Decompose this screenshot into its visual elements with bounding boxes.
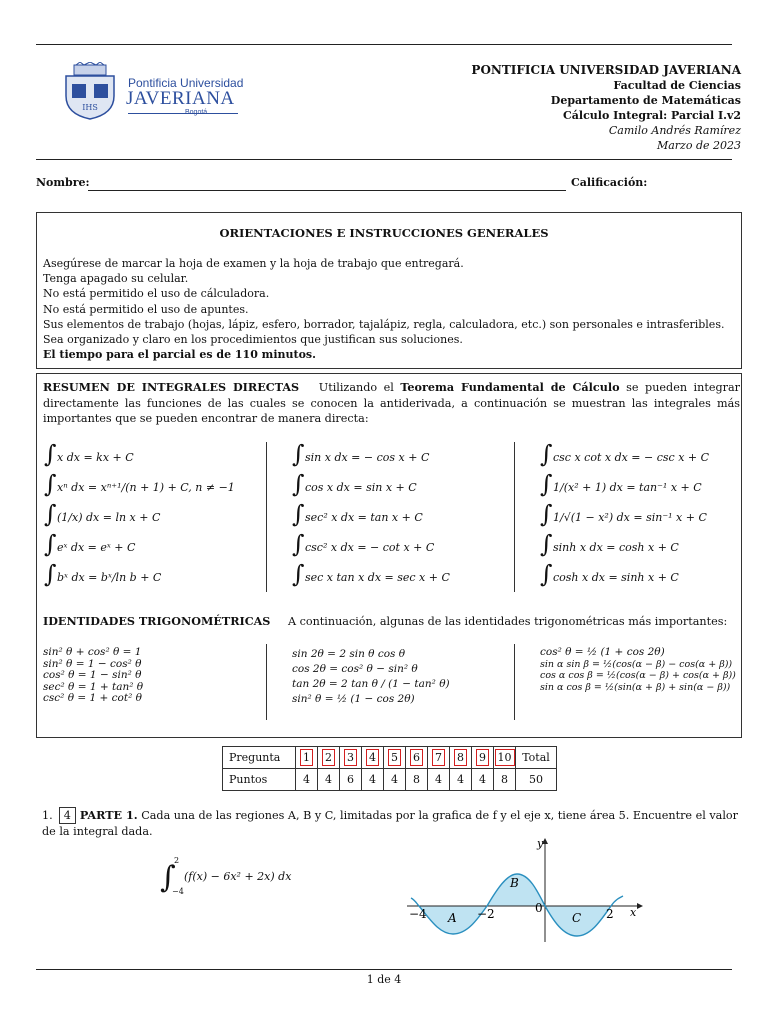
integral-formula: xⁿ dx = xⁿ⁺¹/(n + 1) + C, n ≠ −1: [57, 481, 235, 494]
x-axis-label: x: [630, 906, 637, 919]
question-number[interactable]: 6: [410, 749, 423, 766]
time-note: El tiempo para el parcial es de 110 minutos.: [43, 348, 316, 362]
question-number[interactable]: 8: [454, 749, 467, 766]
tick-label-minus2: −2: [477, 907, 495, 921]
logo-underline: [128, 113, 238, 114]
question-number[interactable]: 4: [366, 749, 379, 766]
question-number[interactable]: 5: [388, 749, 401, 766]
identity: sin² θ = 1 − cos² θ: [43, 657, 142, 670]
question-part: PARTE 1.: [79, 808, 138, 822]
summary-theorem: Teorema Fundamental de Cálculo: [400, 380, 620, 394]
integrals-col2: ∫ sin x dx = − cos x + C ∫ cos x dx = sin x + C ∫ sec² x dx = tan x + C ∫ csc² x dx = − cot x + C ∫ sec x tan x dx = sec x + C: [292, 440, 450, 588]
integral-formula: sec² x dx = tan x + C: [305, 511, 423, 524]
course-name: Cálculo Integral: Parcial I.v2: [563, 109, 741, 122]
question-number[interactable]: 10: [495, 749, 515, 766]
total-value: 50: [516, 769, 557, 791]
x-axis-arrow-icon: [637, 903, 643, 909]
tick-label-zero: 0: [535, 901, 543, 915]
integral-expression: (f(x) − 6x² + 2x) dx: [184, 870, 292, 883]
integral-formula: eˣ dx = eˣ + C: [57, 541, 136, 554]
faculty-name: Facultad de Ciencias: [613, 79, 741, 92]
integral-formula: sinh x dx = cosh x + C: [553, 541, 679, 554]
summary-text-b: se pueden integrar directamente las funciones de las cuales se conocen la antiderivada, a continuación se muestran las integrales más importantes que se pueden encontrar de manera directa:: [43, 381, 740, 425]
question-text: Cada una de las regiones A, B y C, limitadas por la grafica de f y el eje x, tiene área 5. Encuentre el valor de la integral dada.: [42, 809, 739, 838]
instruction-line: Sea organizado y claro en los procedimientos que justifican sus soluciones.: [43, 333, 463, 347]
region-label-a: A: [448, 911, 457, 925]
name-label: Nombre:: [36, 176, 90, 189]
identity: sec² θ = 1 + tan² θ: [43, 680, 144, 693]
name-field[interactable]: [88, 190, 566, 191]
integral-formula: csc² x dx = − cot x + C: [305, 541, 435, 554]
identity: sin α sin β = ½(cos(α − β) − cos(α + β)): [540, 658, 733, 670]
instruction-line: No está permitido el uso de apuntes.: [43, 302, 249, 316]
summary-title: RESUMEN DE INTEGRALES DIRECTAS: [43, 380, 300, 394]
identities-col2: [292, 647, 450, 707]
instruction-line: Tenga apagado su celular.: [43, 272, 189, 286]
points-cell: 4: [428, 769, 450, 791]
column-separator: [514, 644, 515, 720]
identity: csc² θ = 1 + cot² θ: [43, 692, 142, 705]
question-number[interactable]: 9: [476, 749, 489, 766]
header-rule: [36, 159, 732, 160]
points-cell: 4: [472, 769, 494, 791]
integral-formula: cos x dx = sin x + C: [305, 481, 417, 494]
identity: sin² θ + cos² θ = 1: [43, 646, 142, 658]
table-row: [223, 747, 557, 769]
question-number-label: 1.: [42, 809, 53, 822]
integrals-col1: ∫ x dx = kx + C ∫ xⁿ dx = xⁿ⁺¹/(n + 1) + C, n ≠ −1 ∫ (1/x) dx = ln x + C ∫ eˣ dx = eˣ + C ∫ bˣ dx = bˣ/ln b + C: [44, 440, 235, 588]
summary-intro: [43, 380, 740, 427]
question-number[interactable]: 3: [344, 749, 357, 766]
tick-label-2: 2: [606, 907, 614, 921]
points-row-label: Puntos: [223, 769, 296, 791]
points-cell: 8: [406, 769, 428, 791]
integral-formula: (1/x) dx = ln x + C: [57, 511, 161, 524]
tick-label-minus4: −4: [409, 907, 427, 921]
integral-formula: sin x dx = − cos x + C: [305, 451, 430, 464]
footer-rule: [36, 969, 732, 970]
identities-title: IDENTIDADES TRIGONOMÉTRICAS: [43, 614, 271, 628]
column-separator: [266, 442, 267, 592]
column-separator: [514, 442, 515, 592]
total-label: Total: [516, 747, 557, 769]
points-cell: 4: [318, 769, 340, 791]
integral-formula: x dx = kx + C: [57, 451, 134, 464]
question-row-label: Pregunta: [223, 747, 296, 769]
instructions-title: ORIENTACIONES E INSTRUCCIONES GENERALES: [219, 226, 549, 240]
y-axis-label: y: [537, 837, 544, 850]
function-graph: [405, 834, 645, 944]
integral-lower-limit: −4: [172, 887, 184, 896]
score-table: [222, 746, 557, 791]
points-cell: 4: [450, 769, 472, 791]
author-name: Camilo Andrés Ramírez: [608, 124, 741, 137]
question-number[interactable]: 1: [300, 749, 313, 766]
summary-text-a: Utilizando el: [318, 381, 394, 394]
university-name: PONTIFICIA UNIVERSIDAD JAVERIANA: [471, 63, 741, 77]
identity: tan 2θ = 2 tan θ / (1 − tan² θ): [292, 678, 450, 690]
question-number[interactable]: 7: [432, 749, 445, 766]
department-name: Departamento de Matemáticas: [550, 94, 741, 107]
instructions-list: [43, 256, 733, 362]
identity: cos² θ = 1 − sin² θ: [43, 669, 142, 682]
header-info: [471, 63, 741, 153]
crest-icon: [60, 62, 120, 120]
points-cell: 6: [340, 769, 362, 791]
identity: cos² θ = ½ (1 + cos 2θ): [540, 646, 665, 658]
identity: sin² θ = ½ (1 − cos 2θ): [292, 693, 415, 705]
points-cell: 4: [362, 769, 384, 791]
svg-text:IHS: IHS: [82, 103, 98, 112]
question-number[interactable]: 2: [322, 749, 335, 766]
points-cell: 4: [296, 769, 318, 791]
logo-line2: JAVERIANA: [126, 88, 235, 109]
integral-formula: bˣ dx = bˣ/ln b + C: [57, 571, 162, 584]
column-separator: [266, 644, 267, 720]
page-number: 1 de 4: [366, 973, 402, 986]
university-logo: [60, 62, 245, 122]
grade-label: Calificación:: [571, 176, 648, 189]
exam-date: Marzo de 2023: [656, 139, 741, 152]
integral-formula: sec x tan x dx = sec x + C: [305, 571, 450, 584]
points-cell: 8: [494, 769, 516, 791]
instruction-line: Asegúrese de marcar la hoja de examen y la hoja de trabajo que entregará.: [43, 257, 464, 270]
identity: sin α cos β = ½(sin(α + β) + sin(α − β)): [540, 681, 731, 693]
identity: sin 2θ = 2 sin θ cos θ: [292, 648, 406, 660]
region-label-c: C: [572, 911, 582, 925]
identity: cos α cos β = ½(cos(α − β) + cos(α + β)): [540, 670, 736, 681]
identities-intro: A continuación, algunas de las identidades trigonométricas más importantes:: [287, 615, 728, 628]
identities-col3: [540, 647, 736, 693]
points-cell: 4: [384, 769, 406, 791]
question-points-box: 4: [59, 807, 76, 824]
integral-formula: 1/√(1 − x²) dx = sin⁻¹ x + C: [553, 511, 707, 524]
integral-formula: 1/(x² + 1) dx = tan⁻¹ x + C: [553, 481, 702, 494]
table-row: [223, 769, 557, 791]
integral-formula: csc x cot x dx = − csc x + C: [553, 451, 710, 464]
region-label-b: B: [510, 876, 519, 890]
identity: cos 2θ = cos² θ − sin² θ: [292, 663, 418, 675]
integral-formula: cosh x dx = sinh x + C: [553, 571, 679, 584]
instruction-line: Sus elementos de trabajo (hojas, lápiz, esfero, borrador, tajalápiz, regla, calculadora, etc.) son personales e intrasferibles.: [43, 317, 725, 331]
integral-upper-limit: 2: [174, 856, 180, 865]
instruction-line: No está permitido el uso de cálculadora.: [43, 287, 270, 301]
top-rule: [36, 44, 732, 45]
logo-line1: Pontificia Universidad: [128, 76, 244, 90]
identities-col1: [43, 647, 143, 705]
identities-header: [43, 614, 727, 628]
integrals-col3: ∫ csc x cot x dx = − csc x + C ∫ 1/(x² + 1) dx = tan⁻¹ x + C ∫ 1/√(1 − x²) dx = sin⁻¹ x + C ∫ sinh x dx = cosh x + C ∫ cosh x dx = sinh x + C: [540, 440, 710, 588]
